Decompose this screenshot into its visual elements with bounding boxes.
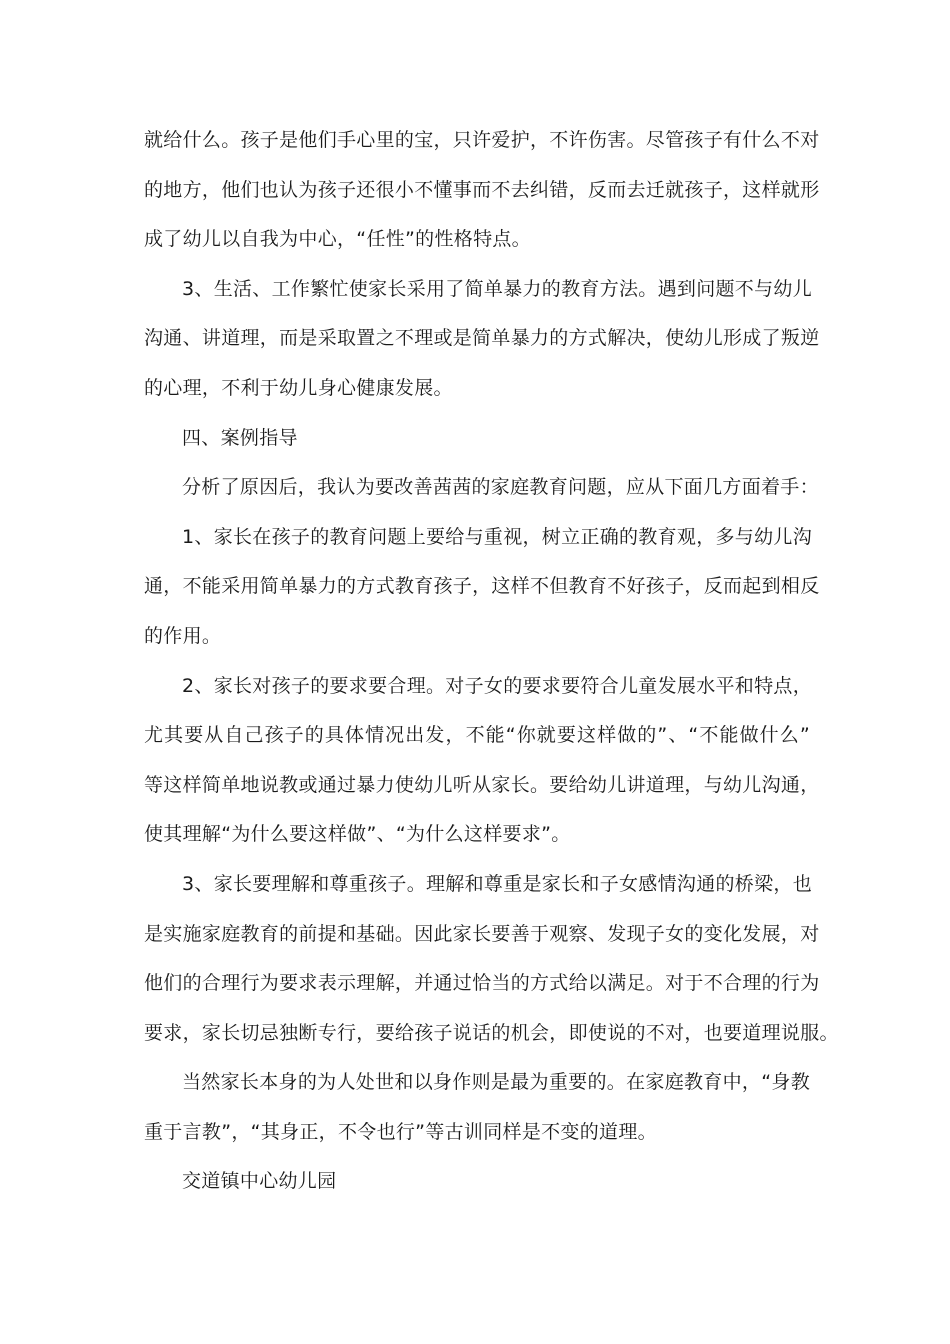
- text-line: 3、家长要理解和尊重孩子。理解和尊重是家长和子女感情沟通的桥梁，也: [182, 872, 812, 895]
- text-line: 沟通、讲道理，而是采取置之不理或是简单暴力的方式解决，使幼儿形成了叛逆: [144, 327, 820, 350]
- text-line: 2、家长对孩子的要求要合理。对子女的要求要符合儿童发展水平和特点，: [182, 674, 812, 697]
- text-line: 当然家长本身的为人处世和以身作则是最为重要的。在家庭教育中，“身教: [182, 1071, 810, 1094]
- text-line: 他们的合理行为要求表示理解，并通过恰当的方式给以满足。对于不合理的行为: [144, 972, 820, 995]
- text-line: 尤其要从自己孩子的具体情况出发，不能“你就要这样做的”、“不能做什么”: [144, 724, 810, 747]
- document-body: [144, 116, 839, 1207]
- text-line: 等这样简单地说教或通过暴力使幼儿听从家长。要给幼儿讲道理，与幼儿沟通，: [144, 773, 820, 796]
- text-line: 成了幼儿以自我为中心，“任性”的性格特点。: [144, 228, 531, 251]
- text-line: 分析了原因后，我认为要改善茜茜的家庭教育问题，应从下面几方面着手：: [182, 476, 819, 499]
- text-line: 重于言教”，“其身正，不令也行”等古训同样是不变的道理。: [144, 1120, 657, 1143]
- text-line: 1、家长在孩子的教育问题上要给与重视，树立正确的教育观，多与幼儿沟: [182, 525, 812, 548]
- text-line: 通，不能采用简单暴力的方式教育孩子，这样不但教育不好孩子，反而起到相反: [144, 575, 820, 598]
- text-line: 的心理，不利于幼儿身心健康发展。: [144, 376, 453, 399]
- text-line: 就给什么。孩子是他们手心里的宝，只许爱护，不许伤害。尽管孩子有什么不对: [144, 129, 820, 151]
- text-line: 的地方，他们也认为孩子还很小不懂事而不去纠错，反而去迁就孩子，这样就形: [144, 178, 820, 201]
- text-line: 的作用。: [144, 624, 222, 647]
- text-line: 是实施家庭教育的前提和基础。因此家长要善于观察、发现子女的变化发展，对: [144, 922, 820, 945]
- text-line: 交道镇中心幼儿园: [182, 1170, 337, 1193]
- text-line: 四、案例指导: [182, 426, 298, 449]
- text-line: 使其理解“为什么要这样做”、“为什么这样要求”。: [144, 823, 571, 846]
- text-line: 3、生活、工作繁忙使家长采用了简单暴力的教育方法。遇到问题不与幼儿: [182, 277, 812, 300]
- text-line: 要求，家长切忌独断专行，要给孩子说话的机会，即使说的不对，也要道理说服。: [144, 1021, 839, 1044]
